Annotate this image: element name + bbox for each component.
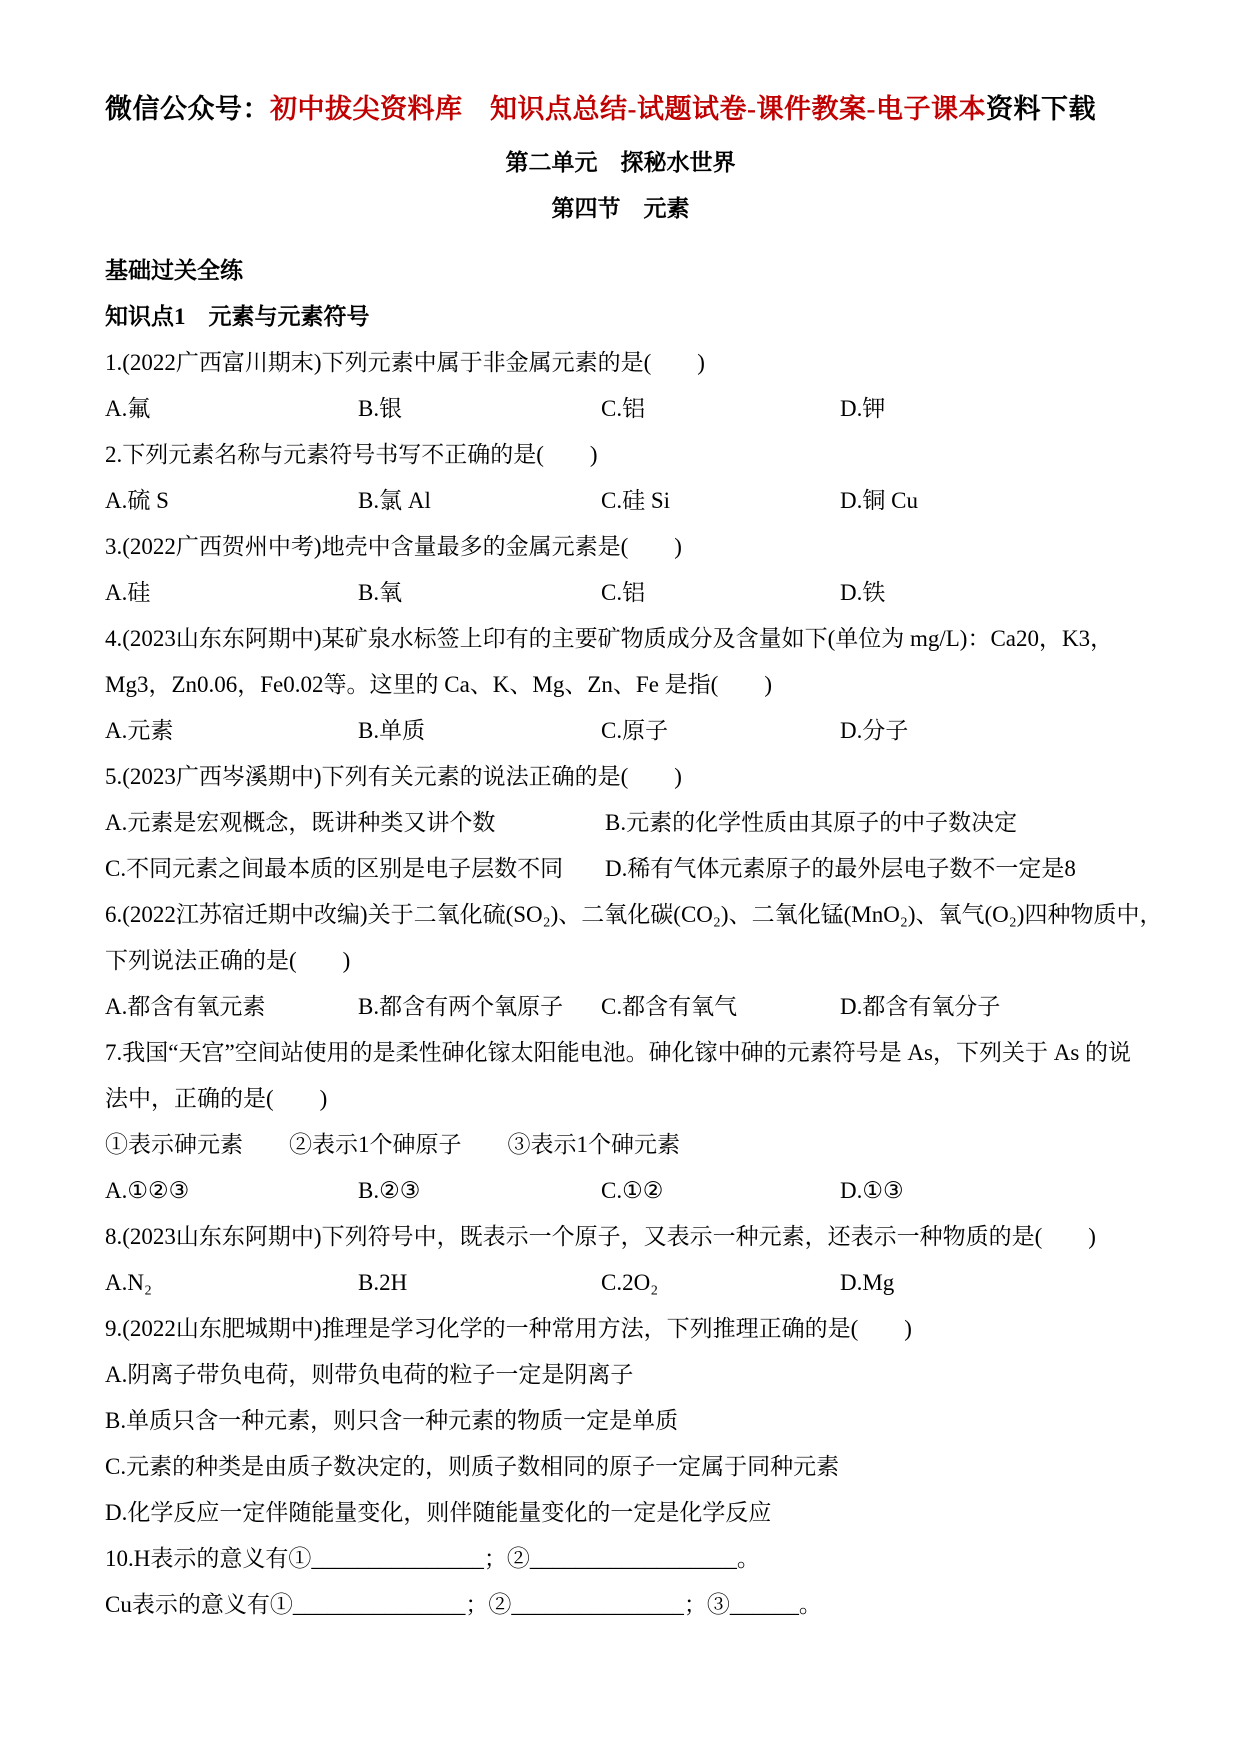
question-2-stem: 2.下列元素名称与元素符号书写不正确的是( ) bbox=[105, 442, 598, 467]
question-6-options bbox=[105, 984, 1136, 1030]
question-1-stem: 1.(2022广西富川期末)下列元素中属于非金属元素的是( ) bbox=[105, 350, 705, 375]
question-7-statements: ①表示砷元素 ②表示1个砷原子 ③表示1个砷元素 bbox=[105, 1132, 680, 1157]
option-a: A.元素 bbox=[105, 718, 174, 743]
question-7-stem-line-2: 法中，正确的是( ) bbox=[105, 1086, 328, 1111]
question-9-option-b: B.单质只含一种元素，则只含一种元素的物质一定是单质 bbox=[105, 1408, 679, 1433]
question-5-options-row-1 bbox=[105, 800, 1136, 846]
option-c: C.铝 bbox=[601, 580, 646, 605]
option-b: B.2H bbox=[358, 1270, 408, 1295]
option-b: B.单质 bbox=[358, 718, 426, 743]
option-c: C.原子 bbox=[601, 718, 669, 743]
option-b: B.银 bbox=[358, 396, 403, 421]
question-10-line-2: Cu表示的意义有①_______________；②_______________；③______。 bbox=[105, 1592, 822, 1617]
question-8-stem: 8.(2023山东东阿期中)下列符号中，既表示一个原子，又表示一种元素，还表示一种物质的是( ) bbox=[105, 1224, 1096, 1249]
question-6-stem-line-2: 下列说法正确的是( ) bbox=[105, 948, 351, 973]
section-title: 第四节 元素 bbox=[551, 196, 690, 221]
header-highlight: 初中拔尖资料库 知识点总结-试题试卷-课件教案-电子课本 bbox=[270, 94, 986, 124]
option-d: D.铁 bbox=[840, 580, 886, 605]
option-c: C.不同元素之间最本质的区别是电子层数不同 bbox=[105, 856, 564, 881]
option-c: C.都含有氧气 bbox=[601, 994, 738, 1019]
question-2-options bbox=[105, 478, 1136, 524]
question-9-option-c: C.元素的种类是由质子数决定的，则质子数相同的原子一定属于同种元素 bbox=[105, 1454, 840, 1479]
option-c: C.①② bbox=[601, 1178, 664, 1203]
option-d: D.铜 Cu bbox=[840, 488, 918, 513]
question-3-options bbox=[105, 570, 1136, 616]
option-d: D.稀有气体元素原子的最外层电子数不一定是8 bbox=[605, 856, 1076, 881]
option-b: B.元素的化学性质由其原子的中子数决定 bbox=[605, 810, 1018, 835]
practice-heading: 基础过关全练 bbox=[105, 258, 243, 283]
unit-title: 第二单元 探秘水世界 bbox=[505, 150, 736, 175]
question-4-options bbox=[105, 708, 1136, 754]
question-9-option-a: A.阴离子带负电荷，则带负电荷的粒子一定是阴离子 bbox=[105, 1362, 634, 1387]
option-a: A.N₂ bbox=[105, 1270, 152, 1295]
question-7-stem-line-1: 7.我国“天宫”空间站使用的是柔性砷化镓太阳能电池。砷化镓中砷的元素符号是 As，下列关于 As 的说 bbox=[105, 1040, 1132, 1065]
option-d: D.都含有氧分子 bbox=[840, 994, 1001, 1019]
option-c: C.铝 bbox=[601, 396, 646, 421]
header-prefix: 微信公众号： bbox=[105, 94, 270, 124]
question-8-options bbox=[105, 1260, 1136, 1306]
option-c: C.硅 Si bbox=[601, 488, 671, 513]
wechat-header bbox=[105, 88, 1136, 130]
question-5-options-row-2 bbox=[105, 846, 1136, 892]
option-a: A.元素是宏观概念，既讲种类又讲个数 bbox=[105, 810, 496, 835]
option-b: B.都含有两个氧原子 bbox=[358, 994, 564, 1019]
question-10-line-1: 10.H表示的意义有①_______________；②__________________。 bbox=[105, 1546, 760, 1571]
question-4-stem-line-2: Mg3，Zn0.06，Fe0.02等。这里的 Ca、K、Mg、Zn、Fe 是指( ) bbox=[105, 672, 772, 697]
option-a: A.硫 S bbox=[105, 488, 169, 513]
question-5-stem: 5.(2023广西岑溪期中)下列有关元素的说法正确的是( ) bbox=[105, 764, 682, 789]
option-c: C.2O₂ bbox=[601, 1270, 659, 1295]
option-d: D.①③ bbox=[840, 1178, 904, 1203]
option-a: A.硅 bbox=[105, 580, 151, 605]
option-b: B.氧 bbox=[358, 580, 403, 605]
question-9-stem: 9.(2022山东肥城期中)推理是学习化学的一种常用方法，下列推理正确的是( ) bbox=[105, 1316, 912, 1341]
option-b: B.氯 Al bbox=[358, 488, 431, 513]
question-7-options bbox=[105, 1168, 1136, 1214]
question-6-stem-line-1: 6.(2022江苏宿迁期中改编)关于二氧化硫(SO₂)、二氧化碳(CO₂)、二氧化锰(MnO₂)、氧气(O₂)四种物质中， bbox=[105, 902, 1163, 927]
option-d: D.分子 bbox=[840, 718, 909, 743]
option-b: B.②③ bbox=[358, 1178, 421, 1203]
header-suffix: 资料下载 bbox=[985, 94, 1096, 124]
question-9-option-d: D.化学反应一定伴随能量变化，则伴随能量变化的一定是化学反应 bbox=[105, 1500, 772, 1525]
option-a: A.①②③ bbox=[105, 1178, 190, 1203]
question-3-stem: 3.(2022广西贺州中考)地壳中含量最多的金属元素是( ) bbox=[105, 534, 682, 559]
question-4-stem-line-1: 4.(2023山东东阿期中)某矿泉水标签上印有的主要矿物质成分及含量如下(单位为 mg/L)：Ca20，K3， bbox=[105, 626, 1114, 651]
worksheet-body bbox=[105, 248, 1163, 1628]
question-1-options bbox=[105, 386, 1136, 432]
option-a: A.氟 bbox=[105, 396, 151, 421]
option-a: A.都含有氧元素 bbox=[105, 994, 266, 1019]
knowledge-point-heading: 知识点1 元素与元素符号 bbox=[105, 304, 370, 329]
option-d: D.Mg bbox=[840, 1270, 895, 1295]
option-d: D.钾 bbox=[840, 396, 886, 421]
